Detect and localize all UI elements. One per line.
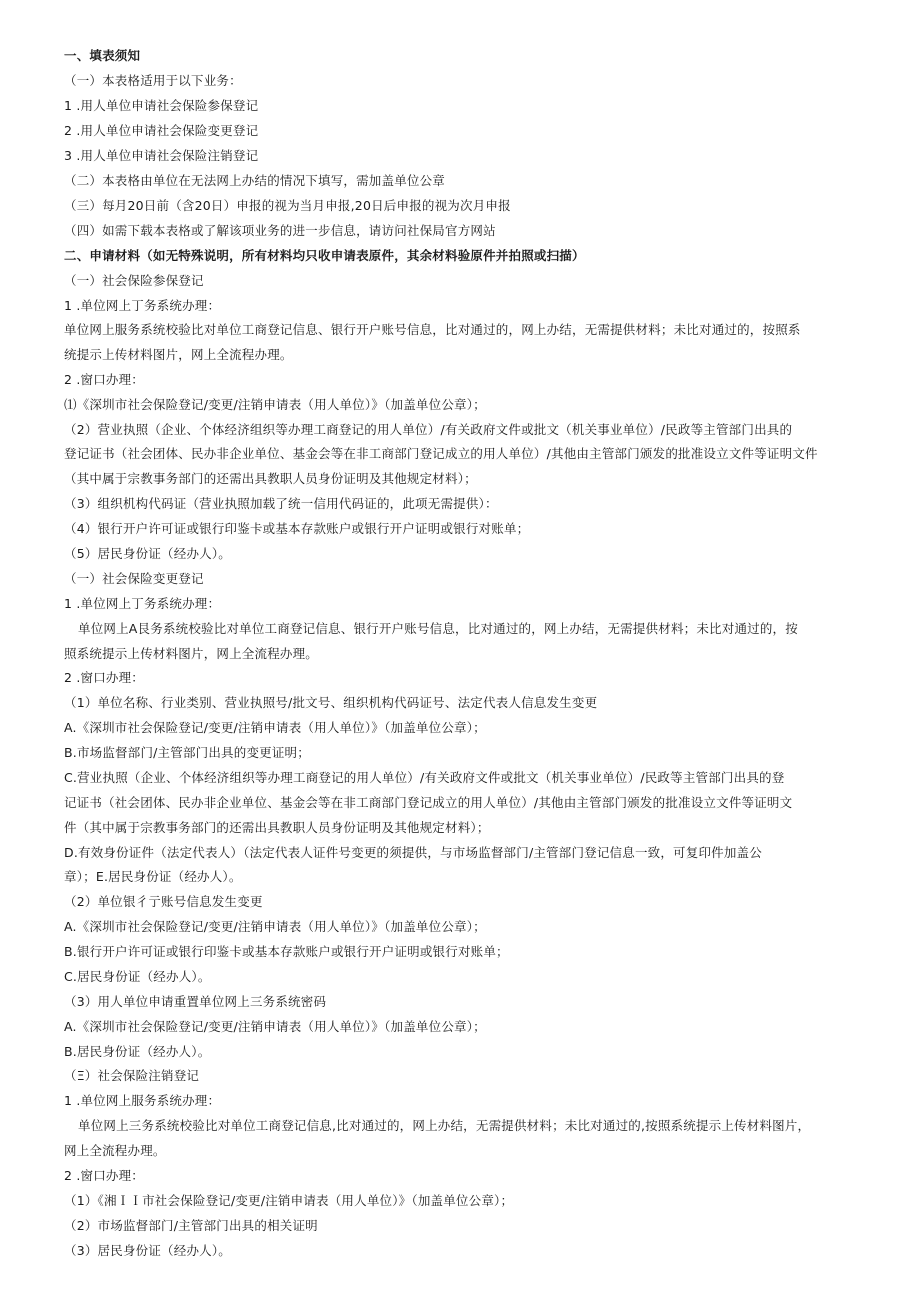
enroll-title: （一）社会保险参保登记 xyxy=(64,273,204,288)
enroll-item-5: （5）居民身份证（经办人）。 xyxy=(64,546,232,561)
change-case-1-d-line-1: D.有效身份证件（法定代表人）（法定代表人证件号变更的须提供，与市场监督部门/主管部门登记信息一致，可复印件加盖公 xyxy=(64,845,762,860)
enroll-item-4: （4）银行开户许可证或银行印鉴卡或基本存款账户或银行开户证明或银行对账单； xyxy=(64,521,530,536)
change-case-3-title: （3）用人单位申请重置单位网上三务系统密码 xyxy=(64,994,327,1009)
cancel-item-1: （1）《湘ＩＩ市社会保险登记/变更/注销申请表（用人单位）》（加盖单位公章）； xyxy=(64,1193,514,1208)
change-online-line-2: 照系统提示上传材料图片，网上全流程办理。 xyxy=(64,646,319,661)
notice-heading: 一、填表须知 xyxy=(64,48,141,63)
change-case-1-c-line-3: 件（其中属于宗教事务部门的还需出具教职人员身份证明及其他规定材料）； xyxy=(64,820,490,835)
change-case-1-c-line-2: 记证书（社会团体、民办非企业单位、基金会等在非工商部门登记成立的用人单位）/其他由主管部门颁发的批准设立文件等证明文 xyxy=(64,795,793,810)
materials-heading: 二、申请材料（如无特殊说明，所有材料均只收申请表原件，其余材料验原件并拍照或扫描） xyxy=(64,248,585,263)
notice-1-item-3: 3 .用人单位申请社会保险注销登记 xyxy=(64,148,259,163)
change-case-2-c: C.居民身份证（经办人）。 xyxy=(64,969,211,984)
enroll-item-3: （3）组织机构代码证（营业执照加载了统一信用代码证的，此项无需提供）： xyxy=(64,496,498,511)
enroll-window-title: 2 .窗口办理： xyxy=(64,372,144,387)
change-online-line-1: 单位网上A艮务系统校验比对单位工商登记信息、银行开户账号信息，比对通过的，网上办结，无需提供材料；未比对通过的，按 xyxy=(78,621,798,636)
change-case-1-c-line-1: C.营业执照（企业、个体经济组织等办理工商登记的用人单位）/有关政府文件或批文（机关事业单位）/民政等主管部门出具的登 xyxy=(64,770,785,785)
enroll-item-2-line-2: 登记证书（社会团体、民办非企业单位、基金会等在非工商部门登记成立的用人单位）/其他由主管部门颁发的批准设立文件等证明文件 xyxy=(64,446,818,461)
notice-1-item-1: 1 .用人单位申请社会保险参保登记 xyxy=(64,98,259,113)
change-case-1-b: B.市场监督部门/主管部门出具的变更证明； xyxy=(64,745,310,760)
cancel-online-line-2: 网上全流程办理。 xyxy=(64,1143,166,1158)
notice-2: （二）本表格由单位在无法网上办结的情况下填写，需加盖单位公章 xyxy=(64,173,446,188)
notice-3: （三）每月20日前（含20日）申报的视为当月申报,20日后申报的视为次月申报 xyxy=(64,198,511,213)
cancel-title: （Ξ）社会保险注销登记 xyxy=(64,1068,200,1083)
change-case-3-b: B.居民身份证（经办人）。 xyxy=(64,1044,211,1059)
cancel-online-line-1: 单位网上三务系统校验比对单位工商登记信息,比对通过的，网上办结，无需提供材料；未比对通过的,按照系统提示上传材料图片， xyxy=(78,1118,811,1133)
notice-4: （四）如需下载本表格或了解该项业务的进一步信息，请访问社保局官方网站 xyxy=(64,223,496,238)
enroll-online-title: 1 .单位网上丁务系统办理： xyxy=(64,298,221,313)
change-title: （一）社会保险变更登记 xyxy=(64,571,204,586)
notice-1-item-2: 2 .用人单位申请社会保险变更登记 xyxy=(64,123,259,138)
change-case-2-b: B.银行开户许可证或银行印鉴卡或基本存款账户或银行开户证明或银行对账单； xyxy=(64,944,509,959)
change-case-1-a: A.《深圳市社会保险登记/变更/注销申请表（用人单位）》（加盖单位公章）； xyxy=(64,720,486,735)
cancel-item-3: （3）居民身份证（经办人）。 xyxy=(64,1243,232,1258)
notice-1: （一）本表格适用于以下业务： xyxy=(64,73,242,88)
change-case-3-a: A.《深圳市社会保险登记/变更/注销申请表（用人单位）》（加盖单位公章）； xyxy=(64,1019,486,1034)
change-window-title: 2 .窗口办理： xyxy=(64,670,144,685)
change-case-1-d-line-2: 章）；E.居民身份证（经办人）。 xyxy=(64,869,242,884)
enroll-item-2-line-1: （2）营业执照（企业、个体经济组织等办理工商登记的用人单位）/有关政府文件或批文（机关事业单位）/民政等主管部门出具的 xyxy=(64,422,793,437)
enroll-online-line-1: 单位网上服务系统校验比对单位工商登记信息、银行开户账号信息，比对通过的，网上办结，无需提供材料；未比对通过的，按照系 xyxy=(64,322,801,337)
change-case-1-title: （1）单位名称、行业类别、营业执照号/批文号、组织机构代码证号、法定代表人信息发生变更 xyxy=(64,695,598,710)
cancel-item-2: （2）市场监督部门/主管部门出具的相关证明 xyxy=(64,1218,318,1233)
cancel-online-title: 1 .单位网上服务系统办理： xyxy=(64,1093,221,1108)
enroll-item-1: ⑴《深圳市社会保险登记/变更/注销申请表（用人单位）》（加盖单位公章）； xyxy=(64,397,486,412)
enroll-item-2-line-3: （其中属于宗教事务部门的还需出具教职人员身份证明及其他规定材料）； xyxy=(64,471,477,486)
change-case-2-title: （2）单位银彳亍账号信息发生变更 xyxy=(64,894,263,909)
enroll-online-line-2: 统提示上传材料图片，网上全流程办理。 xyxy=(64,347,293,362)
change-online-title: 1 .单位网上丁务系统办理： xyxy=(64,596,221,611)
cancel-window-title: 2 .窗口办理： xyxy=(64,1168,144,1183)
change-case-2-a: A.《深圳市社会保险登记/变更/注销申请表（用人单位）》（加盖单位公章）； xyxy=(64,919,486,934)
